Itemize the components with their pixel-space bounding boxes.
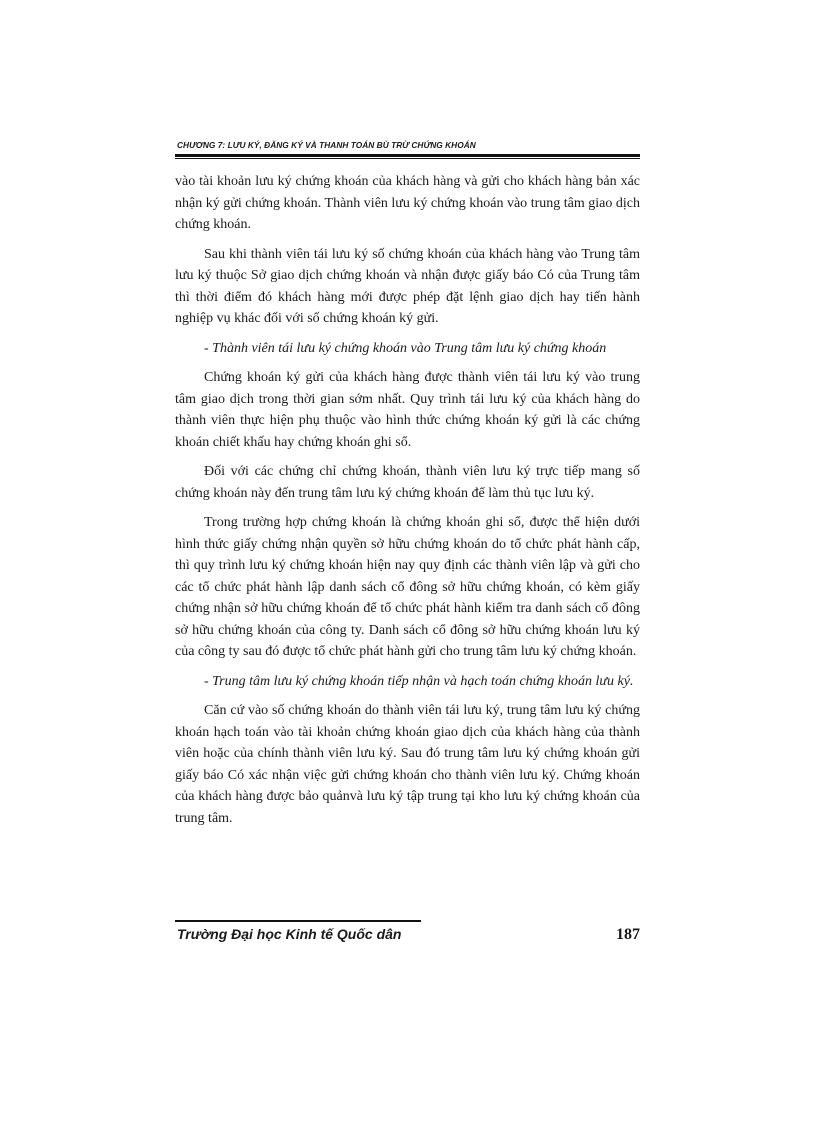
- paragraph-4: Đối với các chứng chỉ chứng khoán, thành viên lưu ký trực tiếp mang số chứng khoán này đến trung tâm lưu ký chứng khoán để làm thủ tục lưu ký.: [175, 464, 640, 501]
- subheading-rereposit: - Thành viên tái lưu ký chứng khoán vào Trung tâm lưu ký chứng khoán: [204, 340, 607, 356]
- paragraph-1: vào tài khoản lưu ký chứng khoán của khách hàng và gửi cho khách hàng bản xác nhận ký gửi chứng khoán. Thành viên lưu ký chứng khoán vào trung tâm giao dịch chứng khoán.: [175, 174, 640, 232]
- chapter-header: CHƯƠNG 7: LƯU KÝ, ĐĂNG KÝ VÀ THANH TOÁN BÙ TRỪ CHỨNG KHOÁN: [177, 140, 476, 150]
- subheading-depository-center: - Trung tâm lưu ký chứng khoán tiếp nhận và hạch toán chứng khoán lưu ký.: [204, 673, 634, 689]
- paragraph-6: Căn cứ vào số chứng khoán do thành viên tái lưu ký, trung tâm lưu ký chứng khoán hạch toán vào tài khoản chứng khoán giao dịch của khách hàng của thành viên hoặc của chính thành viên lưu ký. Sau đó trung tâm lưu ký chứng khoán gửi giấy báo Có xác nhận việc gửi chứng khoán cho thành viên lưu ký. Chứng khoán của khách hàng được bảo quảnvà lưu ký tập trung tại kho lưu ký chứng khoán của trung tâm.: [175, 703, 640, 826]
- paragraph-3: Chứng khoán ký gửi của khách hàng được thành viên tái lưu ký vào trung tâm giao dịch trong thời gian sớm nhất. Quy trình tái lưu ký của khách hàng do thành viên thực hiện phụ thuộc vào hình thức chứng khoán ký gửi là các chứng khoán chiết khấu hay chứng khoán ghi sổ.: [175, 370, 640, 450]
- page-footer: [175, 920, 640, 950]
- header-rule-thick: [175, 154, 640, 157]
- page-content: [175, 140, 640, 837]
- paragraph-5: Trong trường hợp chứng khoán là chứng khoán ghi sổ, được thể hiện dưới hình thức giấy chứng nhận quyền sở hữu chứng khoán do tổ chức phát hành cấp, thì quy trình lưu ký chứng khoán hiện nay quy định các thành viên lập và gửi cho các tổ chức phát hành lập danh sách cổ đông sở hữu chứng khoán, có kèm giấy chứng nhận sở hữu chứng khoán để tổ chức phát hành kiểm tra danh sách cổ đông sở hữu chứng khoán của công ty. Danh sách cổ đông sở hữu chứng khoán lưu ký của công ty sau đó được tổ chức phát hành gửi cho trung tâm lưu ký chứng khoán.: [175, 515, 640, 659]
- footer-school-name: Trường Đại học Kinh tế Quốc dân: [177, 926, 402, 942]
- paragraph-2: Sau khi thành viên tái lưu ký số chứng khoán của khách hàng vào Trung tâm lưu ký thuộc Sở giao dịch chứng khoán và nhận được giấy báo Có của Trung tâm thì thời điểm đó khách hàng mới được phép đặt lệnh giao dịch hay tiến hành nghiệp vụ khác đối với số chứng khoán ký gửi.: [175, 246, 640, 326]
- body-text: [175, 171, 640, 829]
- header-rule-thin: [175, 158, 640, 159]
- footer-rule: [175, 920, 421, 922]
- page-number: 187: [616, 926, 640, 943]
